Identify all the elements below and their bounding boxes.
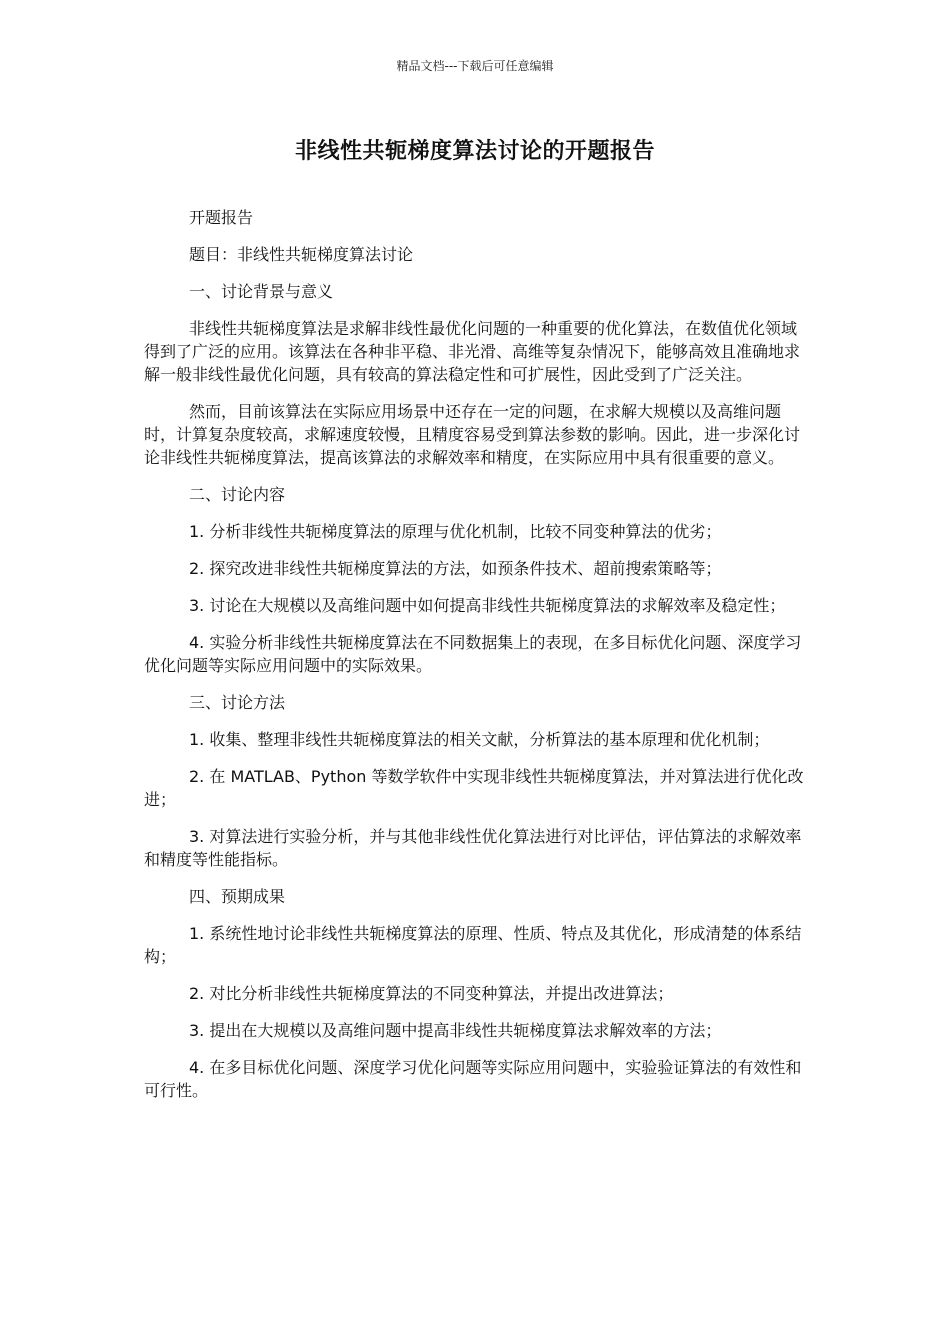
section-heading: 一、讨论背景与意义 (189, 282, 334, 301)
topic-line: 题目：非线性共轭梯度算法讨论 (189, 245, 414, 264)
document-title: 非线性共轭梯度算法讨论的开题报告 (294, 139, 655, 164)
list-item: 3. 提出在大规模以及高维问题中提高非线性共轭梯度算法求解效率的方法； (189, 1021, 722, 1040)
list-item: 3. 讨论在大规模以及高维问题中如何提高非线性共轭梯度算法的求解效率及稳定性； (189, 596, 786, 615)
list-item: 2. 对比分析非线性共轭梯度算法的不同变种算法，并提出改进算法； (189, 984, 674, 1003)
list-item: 2. 探究改进非线性共轭梯度算法的方法，如预条件技术、超前搜索策略等； (189, 559, 722, 578)
list-item: 2. 在 MATLAB、Python 等数学软件中实现非线性共轭梯度算法，并对算法进行优化改进； (144, 767, 804, 809)
section-label: 开题报告 (189, 208, 254, 227)
page-header: 精品文档---下载后可任意编辑 (396, 59, 554, 73)
list-item: 4. 实验分析非线性共轭梯度算法在不同数据集上的表现，在多目标优化问题、深度学习优化问题等实际应用问题中的实际效果。 (144, 633, 802, 675)
list-item: 1. 分析非线性共轭梯度算法的原理与优化机制，比较不同变种算法的优劣； (189, 522, 722, 541)
paragraph: 非线性共轭梯度算法是求解非线性最优化问题的一种重要的优化算法，在数值优化领域得到了广泛的应用。该算法在各种非平稳、非光滑、高维等复杂情况下，能够高效且准确地求解一般非线性最优化问题，具有较高的算法稳定性和可扩展性，因此受到了广泛关注。 (144, 319, 801, 384)
section-heading: 四、预期成果 (189, 887, 286, 906)
section-heading: 二、讨论内容 (189, 485, 286, 504)
list-item: 4. 在多目标优化问题、深度学习优化问题等实际应用问题中，实验验证算法的有效性和可行性。 (144, 1058, 802, 1100)
list-item: 1. 系统性地讨论非线性共轭梯度算法的原理、性质、特点及其优化，形成清楚的体系结构； (144, 924, 802, 966)
list-item: 1. 收集、整理非线性共轭梯度算法的相关文献，分析算法的基本原理和优化机制； (189, 730, 770, 749)
list-item: 3. 对算法进行实验分析，并与其他非线性优化算法进行对比评估，评估算法的求解效率和精度等性能指标。 (144, 827, 802, 869)
document-body (144, 206, 804, 1116)
section-heading: 三、讨论方法 (189, 693, 286, 712)
paragraph: 然而，目前该算法在实际应用场景中还存在一定的问题，在求解大规模以及高维问题时，计算复杂度较高，求解速度较慢，且精度容易受到算法参数的影响。因此，进一步深化讨论非线性共轭梯度算法，提高该算法的求解效率和精度，在实际应用中具有很重要的意义。 (144, 402, 801, 467)
